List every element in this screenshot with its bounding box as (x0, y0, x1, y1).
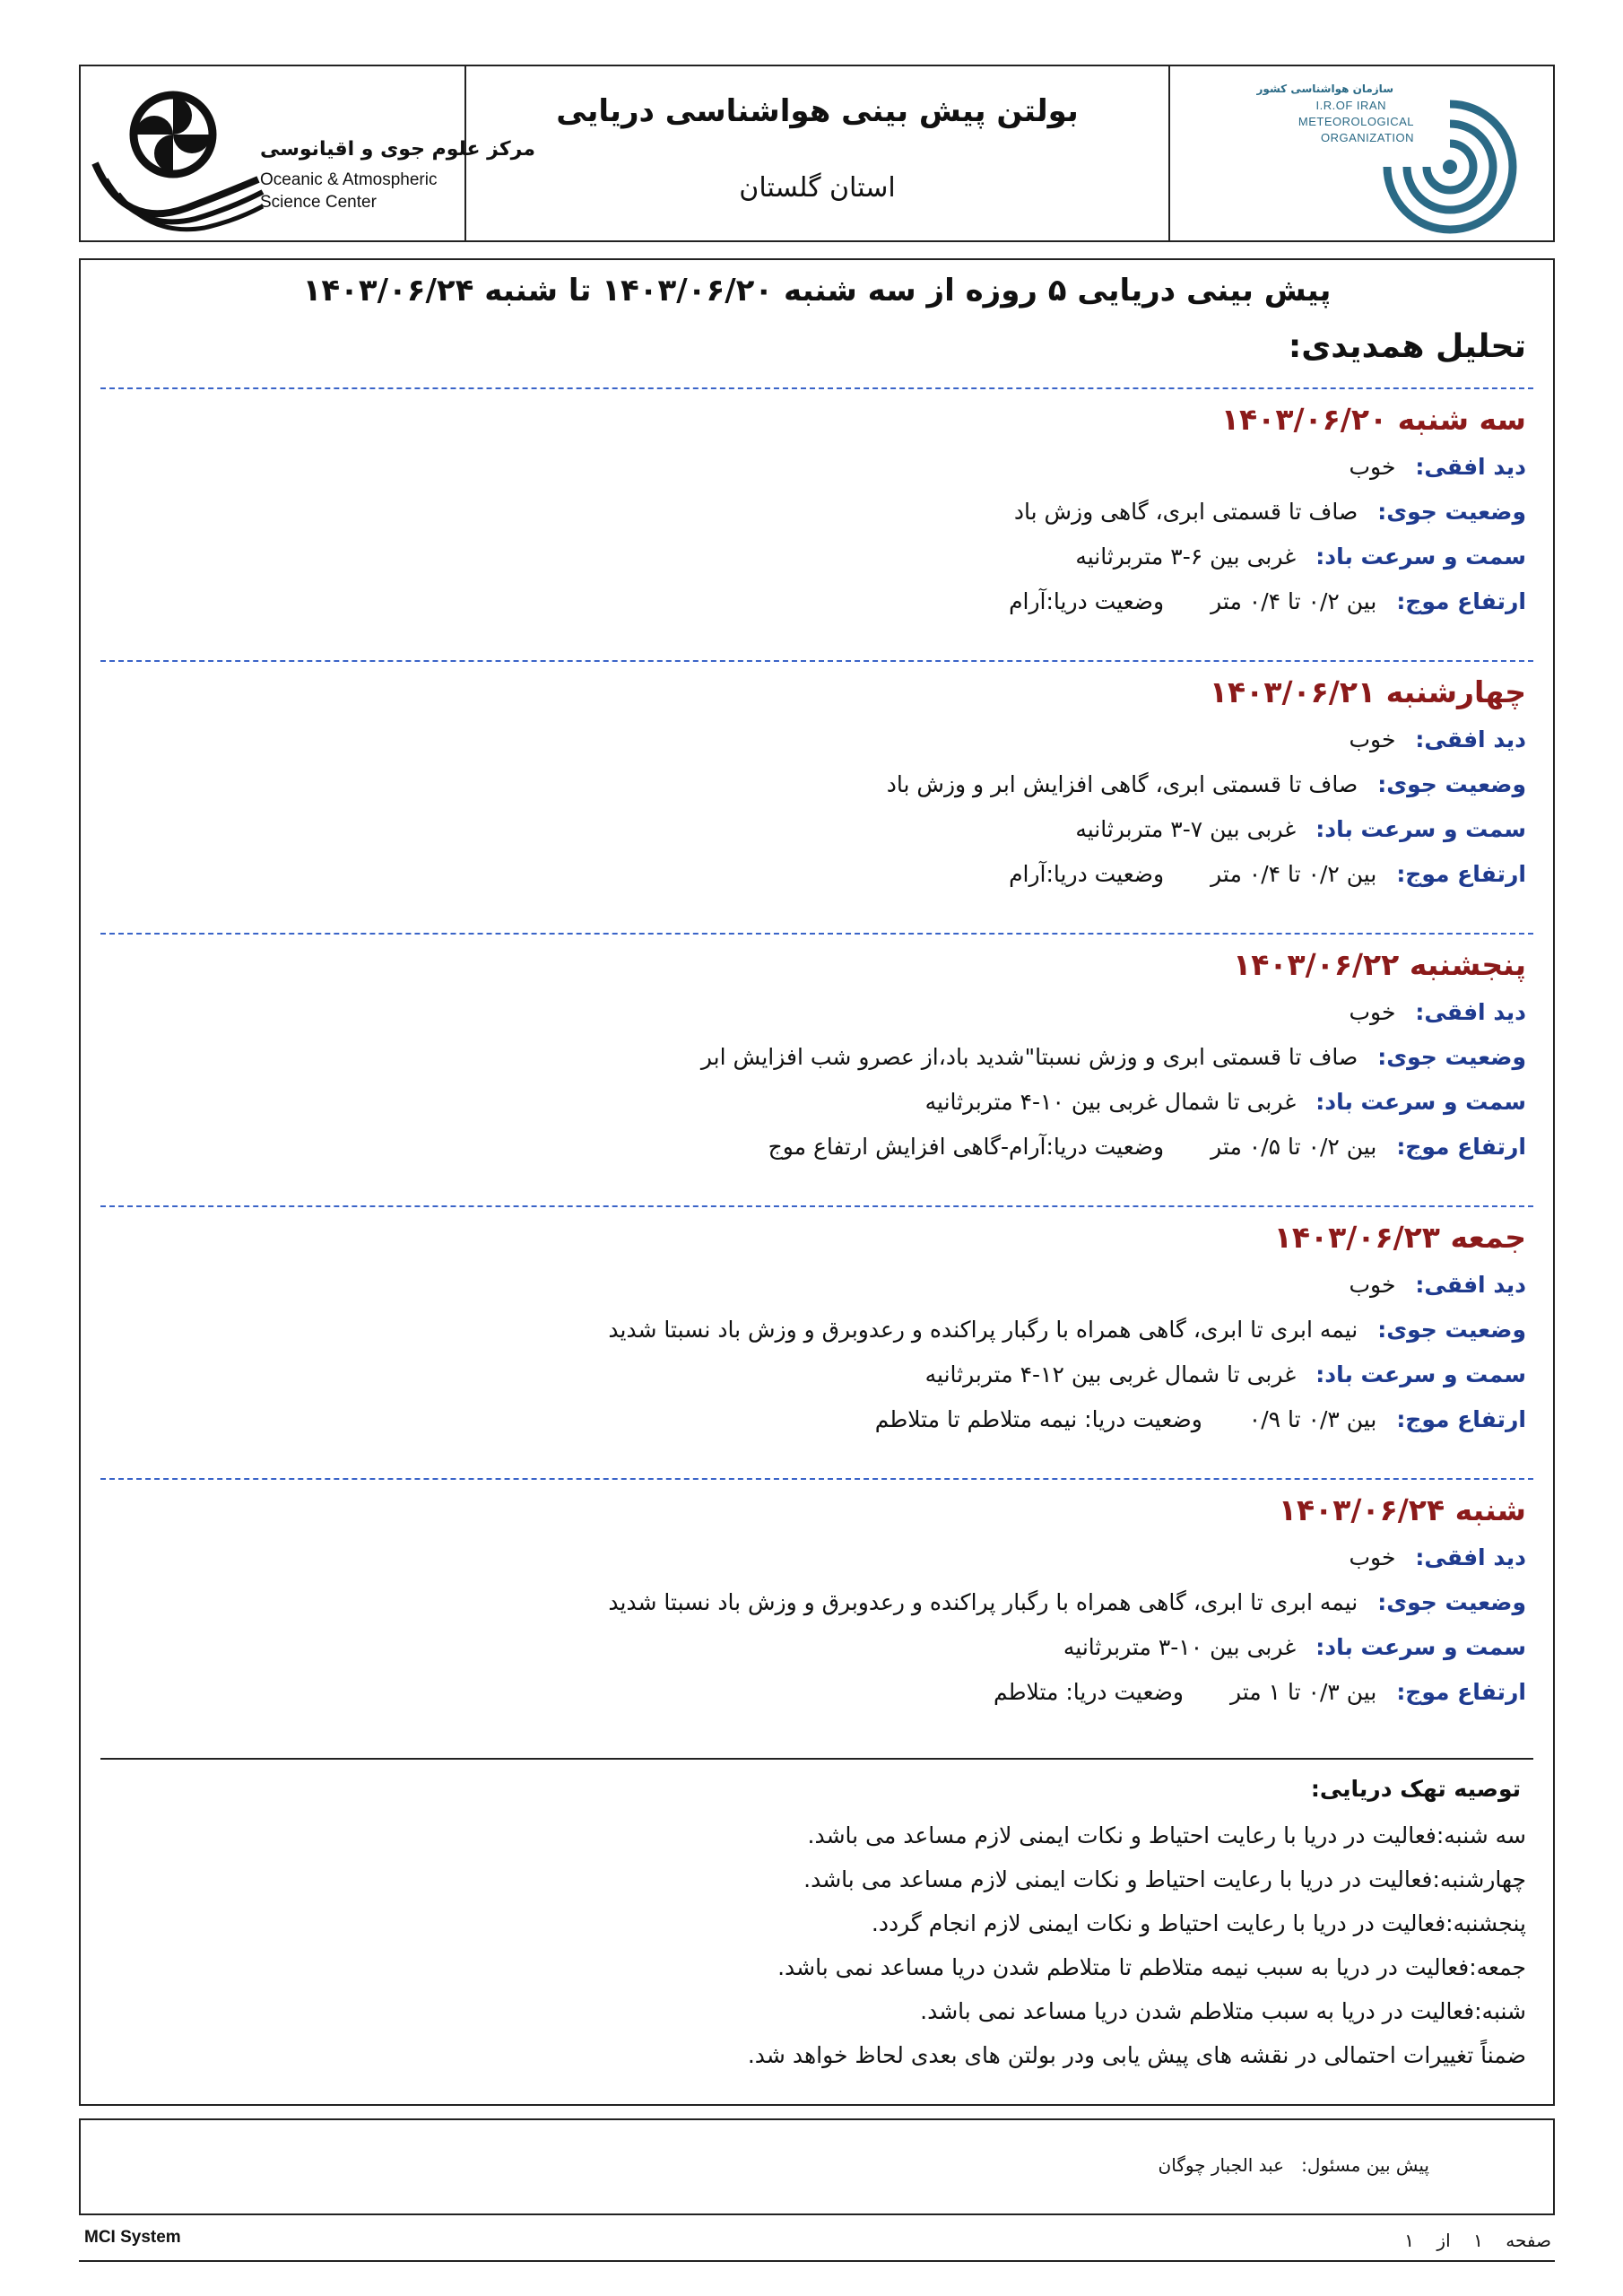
oasc-name-en-line2: Science Center (260, 193, 377, 212)
weather-value: صاف تا قسمتی ابری، گاهی وزش باد (1013, 499, 1358, 525)
visibility-value: خوب (1349, 1272, 1396, 1298)
weather-row (108, 1044, 1526, 1089)
visibility-label: دید افقی: (1415, 1272, 1526, 1298)
visibility-row (108, 454, 1526, 499)
oasc-logo-cell (81, 66, 535, 240)
visibility-label: دید افقی: (1415, 1544, 1526, 1570)
irimo-name-fa: سازمان هواشناسی کشور (1256, 83, 1393, 95)
wind-value: غربی تا شمال غربی بین ۱۰-۴ متربرثانیه (924, 1089, 1297, 1115)
wind-row (108, 816, 1526, 861)
day-forecast (108, 402, 1526, 633)
irimo-name-en-line3: ORGANIZATION (1321, 131, 1414, 144)
advisory-item: شنبه:فعالیت در دریا به سبب متلاطم شدن دریا مساعد نمی باشد. (920, 1998, 1526, 2024)
visibility-row (108, 999, 1526, 1044)
sea-state-value: وضعیت دریا: متلاطم (994, 1679, 1184, 1705)
day-title: سه شنبه ۱۴۰۳/۰۶/۲۰ (1220, 402, 1526, 437)
advisory-item: ضمناً تغییرات احتمالی در نقشه های پیش یابی ودر بولتن های بعدی لحاظ خواهد شد. (747, 2042, 1526, 2068)
weather-label: وضعیت جوی: (1377, 1589, 1526, 1615)
forecaster-name: عبد الجبار چوگان (1158, 2154, 1285, 2176)
section-divider (100, 1478, 1533, 1480)
advisory-divider (100, 1758, 1533, 1760)
footer-rule (79, 2260, 1555, 2262)
sea-state-value: وضعیت دریا:آرام (1009, 588, 1165, 614)
wind-value: غربی تا شمال غربی بین ۱۲-۴ متربرثانیه (924, 1361, 1297, 1387)
sea-state-value: وضعیت دریا:آرام-گاهی افزایش ارتفاع موج (768, 1134, 1165, 1160)
forecaster-signature (1159, 2154, 1429, 2176)
weather-value: صاف تا قسمتی ابری، گاهی افزایش ابر و وزش باد (886, 771, 1358, 797)
section-divider (100, 933, 1533, 935)
synoptic-analysis-heading: تحلیل همدیدی: (1288, 328, 1526, 365)
bulletin-header (79, 65, 1555, 242)
day-title: چهارشنبه ۱۴۰۳/۰۶/۲۱ (1209, 674, 1526, 709)
wave-row (108, 1134, 1526, 1178)
oasc-name-en-line1: Oceanic & Atmospheric (260, 170, 438, 189)
wave-label: ارتفاع موج: (1396, 1679, 1526, 1705)
forecaster-box (79, 2118, 1555, 2215)
wave-value: بین ۰/۳ تا ۰/۹ (1248, 1406, 1377, 1432)
oasc-name-fa: مرکز علوم جوی و اقیانوسی (260, 138, 535, 161)
wind-row (108, 1634, 1526, 1679)
wind-row (108, 1089, 1526, 1134)
system-name: MCI System (84, 2228, 181, 2247)
visibility-value: خوب (1349, 454, 1396, 480)
wave-label: ارتفاع موج: (1396, 1134, 1526, 1160)
wind-label: سمت و سرعت باد: (1315, 1089, 1526, 1115)
forecast-title: پیش بینی دریایی ۵ روزه از سه شنبه ۱۴۰۳/۰۶/۲۰ تا شنبه ۱۴۰۳/۰۶/۲۴ (302, 273, 1332, 309)
day-title: پنجشنبه ۱۴۰۳/۰۶/۲۲ (1233, 947, 1526, 982)
irimo-name-en-line2: METEOROLOGICAL (1298, 115, 1414, 128)
weather-value: نیمه ابری تا ابری، گاهی همراه با رگبار پراکنده و رعدوبرق و وزش باد نسبتا شدید (608, 1589, 1358, 1615)
wave-row (108, 1679, 1526, 1724)
weather-value: نیمه ابری تا ابری، گاهی همراه با رگبار پراکنده و رعدوبرق و وزش باد نسبتا شدید (608, 1317, 1358, 1343)
forecast-body (79, 258, 1555, 2106)
province-name: استان گلستان (739, 172, 896, 204)
visibility-row (108, 1544, 1526, 1589)
bulletin-title: بولتن پیش بینی هواشناسی دریایی (556, 93, 1079, 129)
advisory-item: پنجشنبه:فعالیت در دریا با رعایت احتیاط و نکات ایمنی لازم انجام گردد. (871, 1910, 1526, 1936)
wind-value: غربی بین ۷-۳ متربرثانیه (1075, 816, 1297, 842)
advisory-item: چهارشنبه:فعالیت در دریا با رعایت احتیاط و نکات ایمنی لازم مساعد می باشد. (803, 1866, 1526, 1892)
weather-label: وضعیت جوی: (1377, 1317, 1526, 1343)
advisory-item: جمعه:فعالیت در دریا به سبب نیمه متلاطم تا متلاطم شدن دریا مساعد نمی باشد. (777, 1954, 1526, 1980)
wave-value: بین ۰/۲ تا ۰/۴ متر (1211, 588, 1377, 614)
wind-label: سمت و سرعت باد: (1315, 544, 1526, 570)
visibility-row (108, 726, 1526, 771)
weather-label: وضعیت جوی: (1377, 771, 1526, 797)
wave-row (108, 1406, 1526, 1451)
weather-row (108, 771, 1526, 816)
day-forecast (108, 1492, 1526, 1724)
page-number: ۱ (1473, 2230, 1483, 2251)
advisory-heading: توصیه تهک دریایی: (1310, 1776, 1521, 1802)
wind-value: غربی بین ۶-۳ متربرثانیه (1075, 544, 1297, 570)
day-forecast (108, 1220, 1526, 1451)
day-forecast (108, 947, 1526, 1178)
wind-row (108, 1361, 1526, 1406)
visibility-label: دید افقی: (1415, 454, 1526, 480)
weather-row (108, 1589, 1526, 1634)
title-cell (466, 66, 1170, 240)
wind-label: سمت و سرعت باد: (1315, 816, 1526, 842)
visibility-label: دید افقی: (1415, 999, 1526, 1025)
wave-row (108, 588, 1526, 633)
section-divider (100, 1205, 1533, 1207)
section-divider (100, 660, 1533, 662)
day-title: شنبه ۱۴۰۳/۰۶/۲۴ (1278, 1492, 1526, 1527)
wave-value: بین ۰/۳ تا ۱ متر (1229, 1679, 1377, 1705)
wave-label: ارتفاع موج: (1396, 1406, 1526, 1432)
wind-label: سمت و سرعت باد: (1315, 1361, 1526, 1387)
weather-label: وضعیت جوی: (1377, 1044, 1526, 1070)
sea-state-value: وضعیت دریا:آرام (1009, 861, 1165, 887)
advisory-list (108, 1822, 1526, 2086)
wave-label: ارتفاع موج: (1396, 861, 1526, 887)
wind-value: غربی بین ۱۰-۳ متربرثانیه (1063, 1634, 1297, 1660)
visibility-value: خوب (1349, 999, 1396, 1025)
page-total: ۱ (1404, 2230, 1414, 2251)
visibility-value: خوب (1349, 726, 1396, 752)
section-divider (100, 387, 1533, 389)
wave-label: ارتفاع موج: (1396, 588, 1526, 614)
weather-value: صاف تا قسمتی ابری و وزش نسبتا"شدید باد،از عصرو شب افزایش ابر (700, 1044, 1358, 1070)
wave-row (108, 861, 1526, 906)
visibility-row (108, 1272, 1526, 1317)
of-label: از (1436, 2230, 1451, 2251)
page-label: صفحه (1506, 2230, 1551, 2251)
irimo-logo-icon (1266, 77, 1517, 235)
visibility-label: دید افقی: (1415, 726, 1526, 752)
irimo-logo-cell (1170, 66, 1553, 240)
wave-value: بین ۰/۲ تا ۰/۵ متر (1211, 1134, 1377, 1160)
irimo-name-en-line1: I.R.OF IRAN (1315, 99, 1386, 112)
weather-row (108, 1317, 1526, 1361)
wind-row (108, 544, 1526, 588)
wave-value: بین ۰/۲ تا ۰/۴ متر (1211, 861, 1377, 887)
forecaster-label: پیش بین مسئول: (1301, 2154, 1429, 2176)
wind-label: سمت و سرعت باد: (1315, 1634, 1526, 1660)
weather-label: وضعیت جوی: (1377, 499, 1526, 525)
day-title: جمعه ۱۴۰۳/۰۶/۲۳ (1273, 1220, 1526, 1255)
weather-row (108, 499, 1526, 544)
day-forecast (108, 674, 1526, 906)
sea-state-value: وضعیت دریا: نیمه متلاطم تا متلاطم (874, 1406, 1202, 1432)
visibility-value: خوب (1349, 1544, 1396, 1570)
advisory-item: سه شنبه:فعالیت در دریا با رعایت احتیاط و نکات ایمنی لازم مساعد می باشد. (807, 1822, 1526, 1848)
page-indicator (1404, 2230, 1551, 2251)
